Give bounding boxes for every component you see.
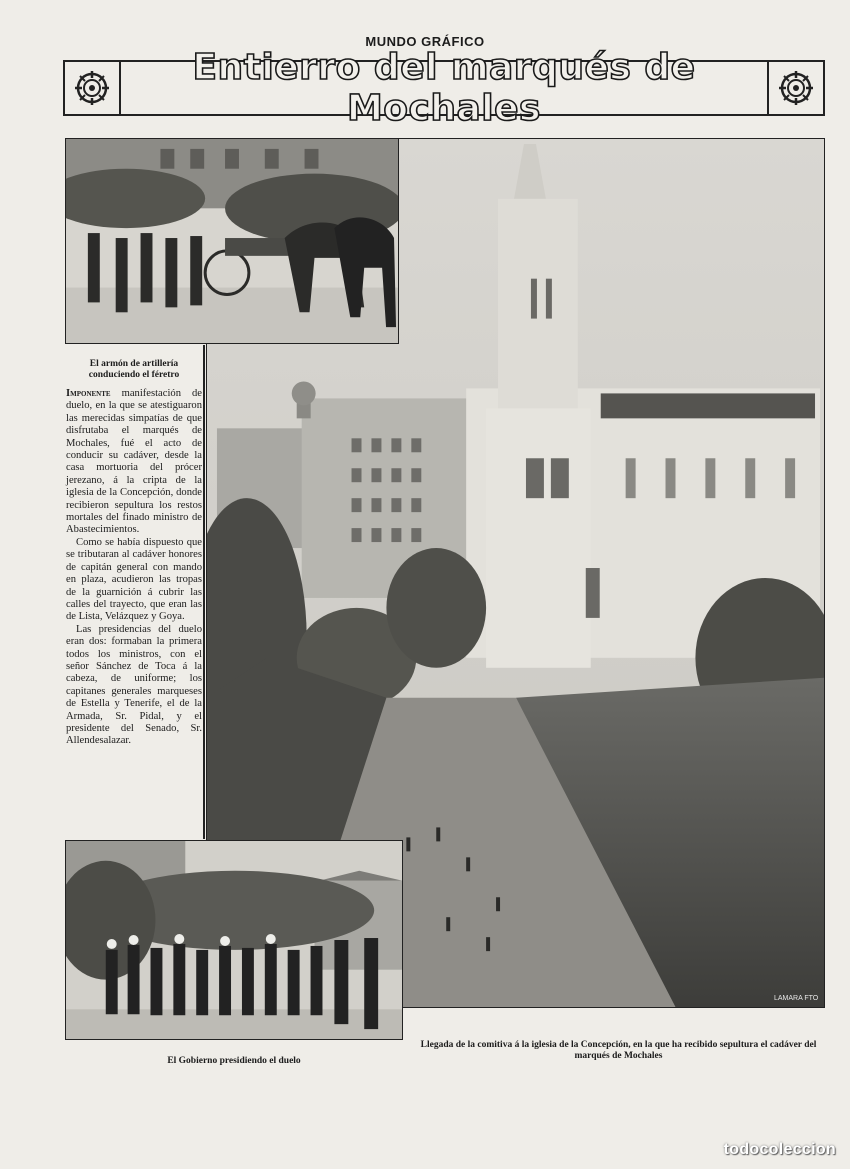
ornament-right (767, 62, 823, 114)
photo-credit: LAMARA FTO (774, 995, 819, 1002)
bottom-left-caption: El Gobierno presidiendo el duelo (167, 1056, 301, 1066)
ornament-left (65, 62, 121, 114)
article-body (66, 388, 202, 748)
article-paragraph-1-text: manifestación de duelo, en la que se atestiguaron las merecidas simpatías de que disfrutaba el marqués de Mochales, fué el acto de conducir su cadáver, desde la casa mortuoria del prócer jerezano, á la cripta de la iglesia de la Concepción, donde recibieron sepultura los restos mortales del finado ministro de Abastecimientos. (66, 388, 202, 536)
page-title: Entierro del marqués de Mochales (192, 47, 696, 129)
top-left-caption: El armón de artillería conduciendo el féretro (88, 359, 180, 380)
article-paragraph-2: Como se había dispuesto que se tributaran al cadáver honores de capitán general con mando en plaza, acudieron las tropas de la guarnición á cubrir las calles del trayecto, que eran las de Lista, Velázquez y Goya. (66, 536, 202, 623)
masthead: MUNDO GRÁFICO (365, 34, 485, 49)
top-left-photo (65, 138, 399, 344)
gun-carriage-image (66, 139, 398, 343)
column-rule (203, 345, 205, 839)
government-mourning-image (66, 841, 402, 1039)
ornament-left-icon (73, 69, 111, 107)
main-photo-caption: Llegada de la comitiva á la iglesia de la Concepción, en la que ha recibido sepultura el cadáver del marqués de Mochales (420, 1040, 817, 1061)
ornament-right-icon (777, 69, 815, 107)
bottom-left-photo (65, 840, 403, 1040)
article-lead-word: Imponente (66, 388, 111, 399)
article-paragraph-1 (66, 388, 202, 537)
article-paragraph-3: Las presidencias del duelo eran dos: formaban la primera todos los ministros, con el señor Sánchez de Toca á la cabeza, de uniforme; los capitanes generales marqueses de Estella y Tenerife, el de la Armada, Sr. Pidal, y el presidente del Senado, Sr. Allendesalazar. (66, 623, 202, 747)
title-banner (63, 47, 825, 129)
watermark: todocoleccion (723, 1141, 836, 1158)
